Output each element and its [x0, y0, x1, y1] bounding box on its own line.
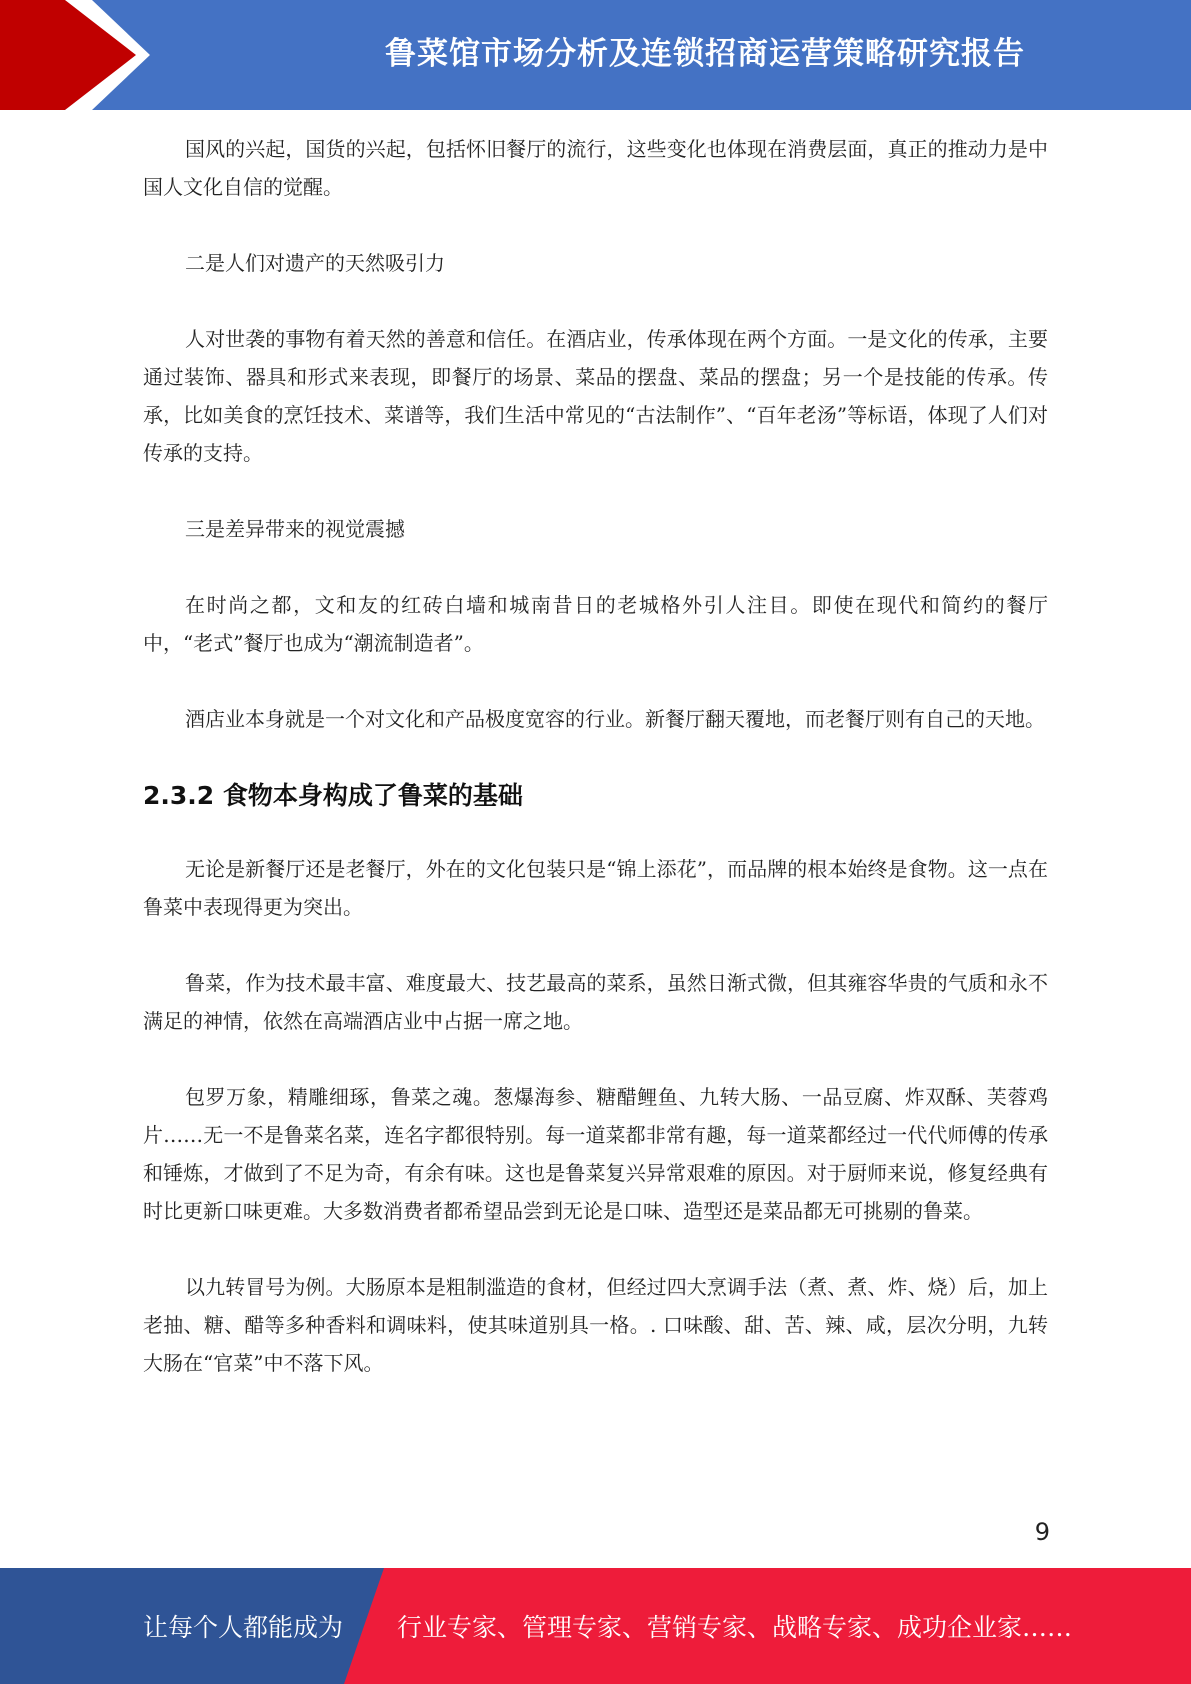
document-body: [143, 130, 1048, 1420]
sub-point-heading: 三是差异带来的视觉震撼: [185, 517, 405, 541]
sub-point-heading: 二是人们对遗产的天然吸引力: [185, 251, 445, 275]
paragraph: 在时尚之都，文和友的红砖白墙和城南昔日的老城格外引人注目。即使在现代和简约的餐厅中，“老式”餐厅也成为“潮流制造者”。: [143, 593, 1048, 655]
report-title: 鲁菜馆市场分析及连锁招商运营策略研究报告: [385, 35, 1025, 72]
page-footer: [0, 1568, 1191, 1684]
page-number: 9: [1034, 1518, 1050, 1546]
paragraph: 包罗万象，精雕细琢，鲁菜之魂。葱爆海参、糖醋鲤鱼、九转大肠、一品豆腐、炸双酥、芙蓉鸡片……无一不是鲁菜名菜，连名字都很特别。每一道菜都非常有趣，每一道菜都经过一代代师傅的传承和锤炼，才做到了不足为奇，有余有味。这也是鲁菜复兴异常艰难的原因。对于厨师来说，修复经典有时比更新口味更难。大多数消费者都希望品尝到无论是口味、造型还是菜品都无可挑剔的鲁菜。: [143, 1085, 1048, 1223]
section-heading: 2.3.2 食物本身构成了鲁菜的基础: [143, 781, 523, 810]
paragraph: 鲁菜，作为技术最丰富、难度最大、技艺最高的菜系，虽然日渐式微，但其雍容华贵的气质和永不满足的神情，依然在高端酒店业中占据一席之地。: [143, 971, 1048, 1033]
paragraph: 酒店业本身就是一个对文化和产品极度宽容的行业。新餐厅翻天覆地，而老餐厅则有自己的天地。: [185, 707, 1045, 731]
paragraph: 以九转冒号为例。大肠原本是粗制滥造的食材，但经过四大烹调手法（煮、煮、炸、烧）后，加上老抽、糖、醋等多种香料和调味料，使其味道别具一格。. 口味酸、甜、苦、辣、咸，层次分明，九转大肠在“官菜”中不落下风。: [143, 1275, 1048, 1375]
paragraph: 国风的兴起，国货的兴起，包括怀旧餐厅的流行，这些变化也体现在消费层面，真正的推动力是中国人文化自信的觉醒。: [143, 137, 1048, 199]
footer-slogan-left: 让每个人都能成为: [143, 1613, 344, 1642]
footer-slogan-right: 行业专家、管理专家、营销专家、战略专家、成功企业家……: [397, 1613, 1073, 1642]
paragraph: 无论是新餐厅还是老餐厅，外在的文化包装只是“锦上添花”，而品牌的根本始终是食物。这一点在鲁菜中表现得更为突出。: [143, 857, 1048, 919]
paragraph: 人对世袭的事物有着天然的善意和信任。在酒店业，传承体现在两个方面。一是文化的传承，主要通过装饰、器具和形式来表现，即餐厅的场景、菜品的摆盘、菜品的摆盘；另一个是技能的传承。传承，比如美食的烹饪技术、菜谱等，我们生活中常见的“古法制作”、“百年老汤”等标语，体现了人们对传承的支持。: [143, 327, 1048, 465]
page-header: [0, 0, 1191, 110]
